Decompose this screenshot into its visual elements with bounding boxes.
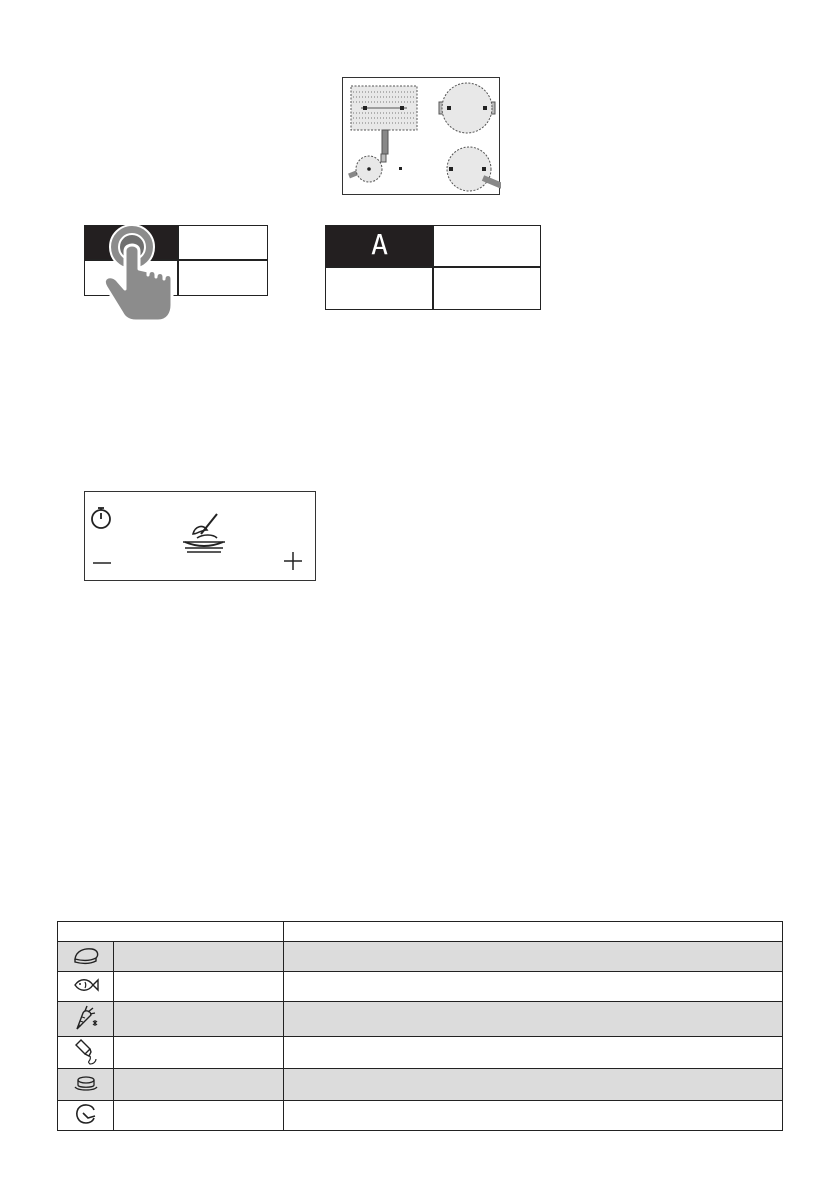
plus-button[interactable] (282, 550, 304, 572)
touch-hand-icon (92, 221, 182, 325)
table-cell-description (284, 1101, 783, 1131)
display-value: A (371, 228, 388, 261)
panel-cell-bottom-right (177, 259, 268, 296)
round-zone (447, 147, 501, 191)
hob-diagram-svg (343, 78, 501, 196)
large-round-zone (439, 83, 495, 133)
panel-cell-bottom-right (432, 266, 541, 310)
table-row (58, 972, 783, 1002)
table-cell-name (114, 1002, 284, 1037)
stopwatch-icon[interactable] (89, 504, 115, 532)
table-row (58, 1037, 783, 1069)
table-header-cell (284, 922, 783, 942)
table-cell-name (114, 972, 284, 1002)
table-icon-cell (58, 1069, 114, 1101)
pan-icon (72, 1072, 100, 1094)
table-row (58, 1101, 783, 1131)
touch-panel (84, 225, 270, 325)
table-header-row (58, 922, 783, 942)
meat-icon (72, 945, 100, 965)
table-cell-name (114, 1037, 284, 1069)
table-cell-description (284, 1069, 783, 1101)
table-header-cell (58, 922, 284, 942)
plus-icon (282, 550, 304, 572)
table-icon-cell (58, 1037, 114, 1069)
bridge-zone (351, 86, 417, 154)
small-round-zone (349, 154, 402, 182)
table-cell-description (284, 972, 783, 1002)
table-cell-name (114, 1069, 284, 1101)
panel-cell-top-right (177, 225, 268, 261)
timer-panel (84, 491, 316, 581)
pan-fork-icon (177, 508, 231, 558)
table-icon-cell (58, 1101, 114, 1131)
table-icon-cell (58, 942, 114, 972)
table-row (58, 1069, 783, 1101)
table-cell-description (284, 942, 783, 972)
table-icon-cell (58, 972, 114, 1002)
table-row (58, 1002, 783, 1037)
food-category-table (57, 921, 783, 1131)
table-cell-description (284, 1037, 783, 1069)
display-panel (325, 225, 541, 310)
pancake-icon (73, 1101, 99, 1127)
table-cell-name (114, 1101, 284, 1131)
minus-icon (91, 554, 113, 570)
fish-icon (72, 975, 100, 995)
hob-zones-diagram (342, 77, 500, 195)
table-cell-name (114, 942, 284, 972)
table-cell-description (284, 1002, 783, 1037)
display-cell (325, 225, 434, 268)
panel-cell-top-right (432, 225, 541, 268)
table-row (58, 942, 783, 972)
panel-cell-bottom-left (325, 266, 434, 310)
table-icon-cell (58, 1002, 114, 1037)
minus-button[interactable] (91, 554, 113, 570)
vegetables-icon (71, 1003, 101, 1033)
sauce-icon (72, 1037, 100, 1065)
